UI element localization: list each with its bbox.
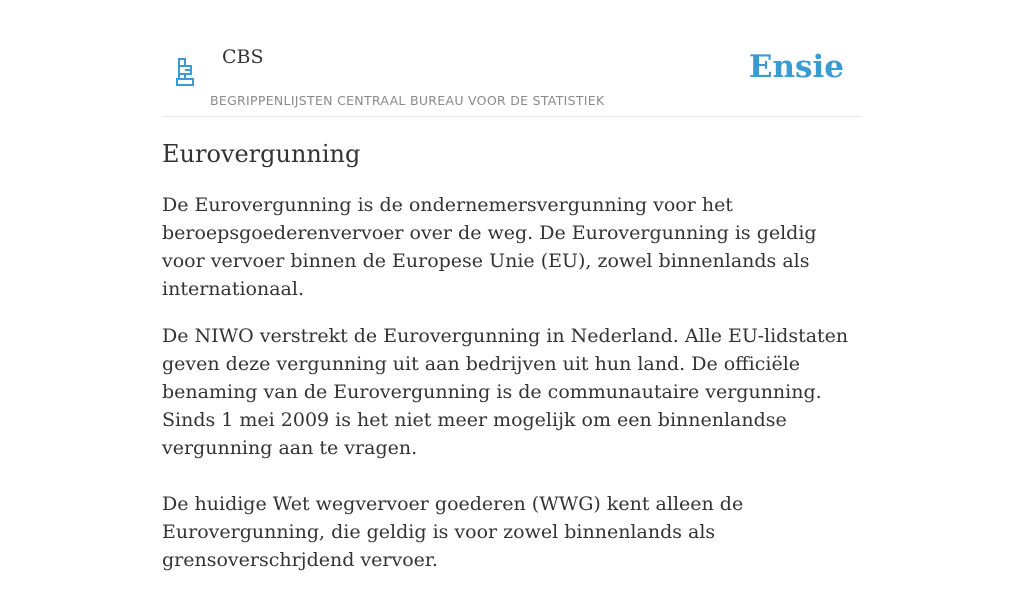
paragraph-3: De huidige Wet wegvervoer goederen (WWG) kent alleen de Eurovergunning, die geldig is voor zowel binnenlands als grensoverschrjdend vervoer.: [162, 493, 744, 571]
org-name[interactable]: CBS: [222, 46, 264, 68]
header: [162, 0, 862, 117]
paragraph-1: De Eurovergunning is de ondernemersvergunning voor het beroepsgoederenvervoer over de weg. De Eurovergunning is geldig voor vervoer binnen de Europese Unie (EU), zowel binnenlands als internationaal.: [162, 194, 817, 300]
paragraph-2: De NIWO verstrekt de Eurovergunning in Nederland. Alle EU-lidstaten geven deze vergunning uit aan bedrijven uit hun land. De officiële benaming van de Eurovergunning is de communautaire vergunning. Sinds 1 mei 2009 is het niet meer mogelijk om een binnenlandse vergunning aan te vragen.: [162, 325, 849, 459]
site-subtitle: BEGRIPPENLIJSTEN CENTRAAL BUREAU VOOR DE STATISTIEK: [210, 93, 605, 108]
article: [162, 138, 862, 593]
cbs-logo-icon[interactable]: [174, 57, 196, 87]
brand-logo[interactable]: Ensie: [748, 49, 844, 85]
page-title: Eurovergunning: [162, 140, 361, 168]
